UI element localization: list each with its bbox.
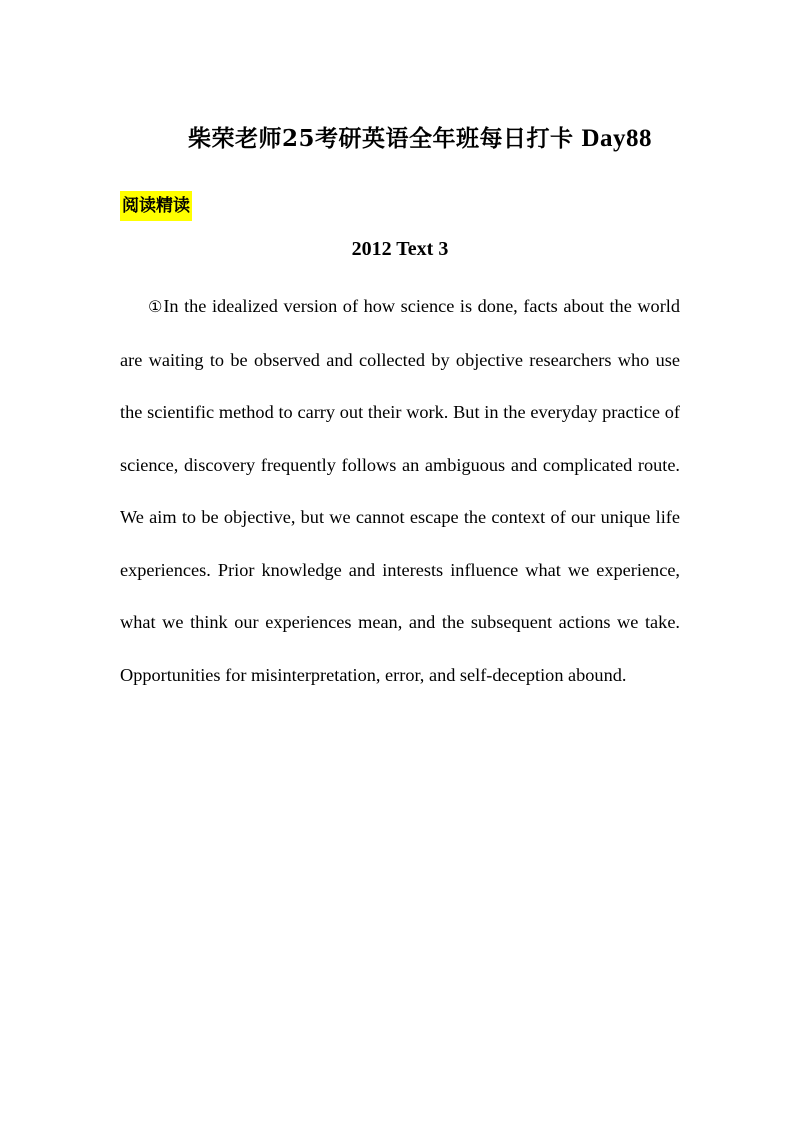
document-title — [0, 122, 800, 156]
paragraph-marker: ① — [148, 297, 164, 316]
text-heading: 2012 Text 3 — [351, 238, 449, 260]
document-title-main: 柴荣老师25考研英语全年班每日打卡 — [187, 125, 574, 152]
paragraph-text: In the idealized version of how science is done, facts about the world are waiting to be observed and collected by objective researchers who use the scientific method to carry out their work. But in the everyday practice of science, discovery frequently follows an ambiguous and complicated route. We aim to be objective, but we cannot escape the context of our unique life experiences. Prior knowledge and interests influence what we experience, what we think our experiences mean, and the subsequent actions we take. Opportunities for misinterpretation, error, and self-deception abound. — [120, 296, 681, 685]
passage-paragraph — [120, 280, 680, 701]
section-label-highlight: 阅读精读 — [120, 191, 192, 221]
document-title-day: Day88 — [581, 125, 653, 152]
